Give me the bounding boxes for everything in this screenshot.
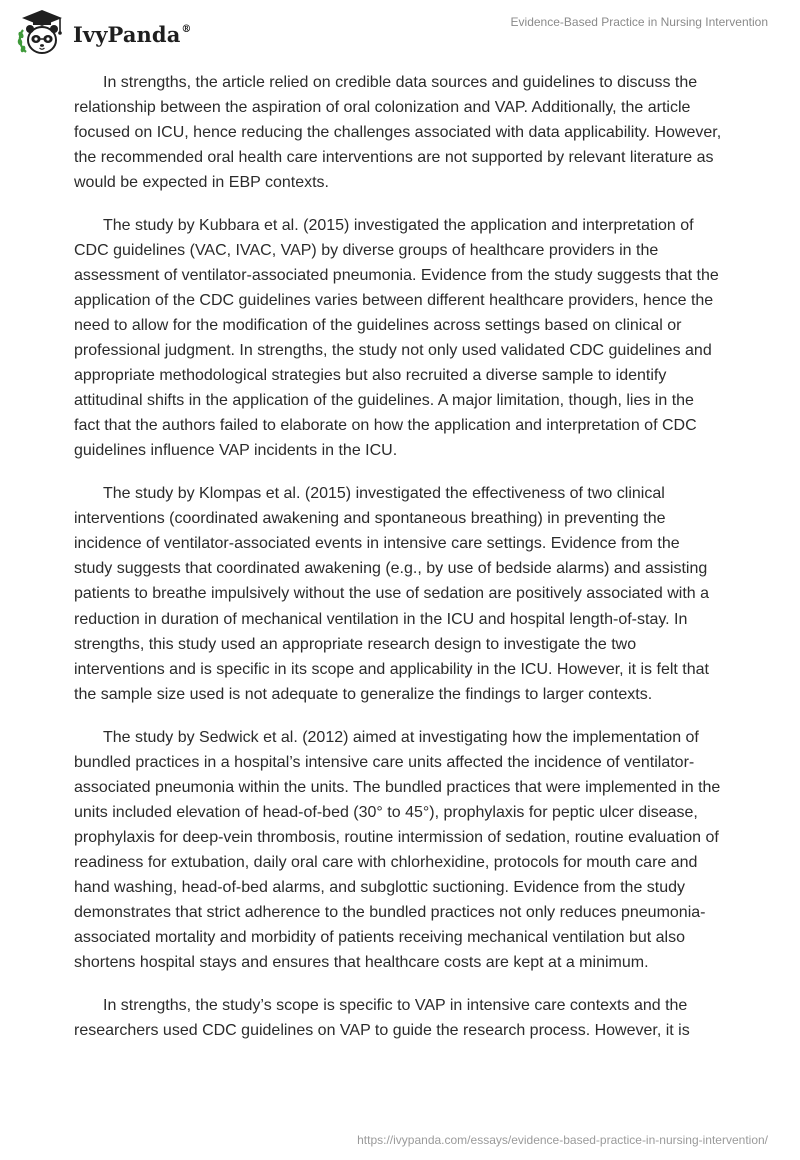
brand-logo[interactable] <box>14 8 192 58</box>
registered-mark: ® <box>181 23 192 35</box>
document-title: Evidence-Based Practice in Nursing Intervention <box>510 15 768 29</box>
paragraph: In strengths, the article relied on credible data sources and guidelines to discuss the relationship between the aspiration of oral colonization and VAP. Additionally, the article focused on ICU, hence reducing the challenges associated with data applicability. However, the recommended oral health care interventions are not supported by relevant literature as would be expected in EBP contexts. <box>74 74 722 192</box>
essay-body <box>74 70 722 1061</box>
source-url[interactable]: https://ivypanda.com/essays/evidence-based-practice-in-nursing-intervention/ <box>357 1133 768 1147</box>
page-header <box>0 0 800 70</box>
paragraph: The study by Sedwick et al. (2012) aimed at investigating how the implementation of bundled practices in a hospital’s intensive care units affected the incidence of ventilator-associated pneumonia within the units. The bundled practices that were implemented in the units included elevation of head-of-bed (30° to 45°), prophylaxis for peptic ulcer disease, prophylaxis for deep-vein thrombosis, routine intermission of sedation, routine evaluation of readiness for extubation, daily oral care with chlorhexidine, protocols for mouth care and hand washing, head-of-bed alarms, and subglottic suctioning. Evidence from the study demonstrates that strict adherence to the bundled practices not only reduces pneumonia-associated mortality and morbidity of patients receiving mechanical ventilation but also shortens hospital stays and ensures that healthcare costs are kept at a minimum. <box>74 728 721 971</box>
paragraph: The study by Klompas et al. (2015) investigated the effectiveness of two clinical interventions (coordinated awakening and spontaneous breathing) in preventing the incidence of ventilator-associated events in intensive care settings. Evidence from the study suggests that coordinated awakening (e.g., by use of bedside alarms) and assisting patients to breathe impulsively without the use of sedation are positively associated with a reduction in duration of mechanical ventilation in the ICU and hospital length-of-stay. In strengths, this study used an appropriate research design to investigate the two interventions and is specific in its scope and applicability in the ICU. However, it is felt that the sample size used is not adequate to generalize the findings to larger contexts. <box>74 485 710 703</box>
paragraph: In strengths, the study’s scope is specific to VAP in intensive care contexts and the researchers used CDC guidelines on VAP to guide the research process. However, it is <box>74 996 690 1039</box>
panda-graduate-icon <box>14 8 70 58</box>
paragraph: The study by Kubbara et al. (2015) investigated the application and interpretation of CDC guidelines (VAC, IVAC, VAP) by diverse groups of healthcare providers in the assessment of ventilator-associated pneumonia. Evidence from the study suggests that the application of the CDC guidelines varies between different healthcare providers, hence the need to allow for the modification of the guidelines across settings based on clinical or professional judgment. In strengths, the study not only used validated CDC guidelines and appropriate methodological strategies but also recruited a diverse sample to identify attitudinal shifts in the application of the guidelines. A major limitation, though, lies in the fact that the authors failed to elaborate on how the application and interpretation of CDC guidelines influence VAP incidents in the ICU. <box>74 217 719 460</box>
brand-name <box>73 22 192 47</box>
brand-name-text: IvyPanda <box>73 21 181 47</box>
